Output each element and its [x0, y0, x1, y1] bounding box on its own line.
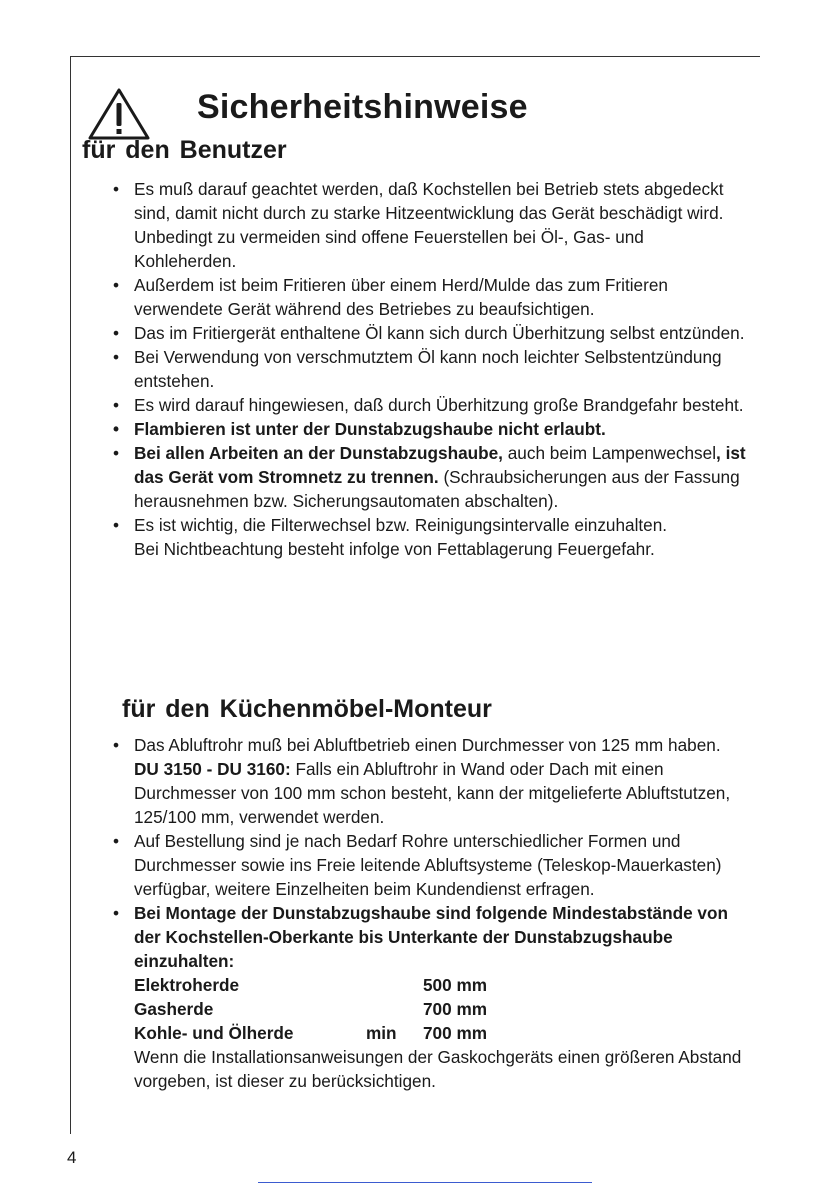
section-heading-fitter: für den Küchenmöbel-Monteur	[122, 695, 492, 723]
distance-label: Gasherde	[134, 999, 214, 1019]
distance-row	[134, 1021, 750, 1045]
distance-label: Elektroherde	[134, 975, 240, 995]
top-rule	[70, 56, 760, 57]
distance-prefix	[366, 997, 423, 1021]
warning-icon	[86, 86, 152, 142]
list-item: • Außerdem ist beim Fritieren über einem Herd/Mulde das zum Fritieren verwendete Gerät während des Betriebes zu beaufsichtigen.	[110, 273, 750, 321]
list-item: • Es wird darauf hingewiesen, daß durch Überhitzung große Brandgefahr besteht.	[110, 393, 750, 417]
duct-model-label: DU 3150 - DU 3160:	[134, 759, 291, 779]
list-item: • Es muß darauf geachtet werden, daß Kochstellen bei Betrieb stets abgedeckt sind, damit nicht durch zu starke Hitzeentwicklung das Gerät beschädigt wird. Unbedingt zu vermeiden sind offene Feuerstellen bei Öl-, Gas- und Kohleherden.	[110, 177, 750, 273]
list-item: • Bei Verwendung von verschmutztem Öl kann noch leichter Selbstentzündung entstehen.	[110, 345, 750, 393]
distances-intro: • Bei Montage der Dunstabzugshaube sind folgende Mindestabstände von der Kochstellen-Oberkante bis Unterkante der Dunstabzugshaube einzuhalten:	[134, 903, 728, 971]
distance-prefix	[366, 973, 423, 997]
list-item-duct	[110, 733, 750, 829]
distance-value: 500 mm	[423, 975, 488, 995]
list-item-filter	[110, 513, 750, 561]
distance-value: 700 mm	[423, 1023, 488, 1043]
distance-label: Kohle- und Ölherde	[134, 1023, 294, 1043]
filter-note: Bei Nichtbeachtung besteht infolge von Fettablagerung Feuergefahr.	[134, 539, 655, 559]
user-safety-list	[110, 177, 750, 561]
fitter-list	[110, 733, 750, 1093]
section-heading-user: für den Benutzer	[82, 136, 287, 164]
distance-value: 700 mm	[423, 999, 488, 1019]
distances-note: Wenn die Installationsanweisungen der Gaskochgeräts einen größeren Abstand vorgeben, ist dieser zu berücksichtigen.	[134, 1047, 742, 1091]
disconnect-bold-2: , ist das Gerät vom Stromnetz zu trennen.	[134, 443, 746, 487]
distance-row	[134, 973, 750, 997]
list-item-flambe-warning: • Flambieren ist unter der Dunstabzugshaube nicht erlaubt.	[110, 417, 750, 441]
disconnect-bold-1: Bei allen Arbeiten an der Dunstabzugshaube,	[134, 443, 503, 463]
disconnect-text-1: auch beim Lampenwechsel	[502, 443, 717, 463]
left-rule	[70, 56, 71, 1134]
filter-text: Es ist wichtig, die Filterwechsel bzw. Reinigungsintervalle einzuhalten.	[134, 515, 668, 535]
duct-text: Das Abluftrohr muß bei Abluftbetrieb einen Durchmesser von 125 mm haben.	[134, 735, 721, 755]
distance-row	[134, 997, 750, 1021]
page-title: Sicherheitshinweise	[197, 88, 528, 126]
distance-prefix: min	[366, 1023, 397, 1043]
page-number: 4	[67, 1148, 77, 1167]
disconnect-text-2: (Schraubsicherungen aus der Fassung herausnehmen bzw. Sicherungsautomaten abschalten).	[134, 467, 740, 511]
list-item-distances	[110, 901, 750, 1093]
duct-model-text: Falls ein Abluftrohr in Wand oder Dach mit einen Durchmesser von 100 mm schon besteht, kann der mitgelieferte Abluftstutzen, 125/100 mm, verwendet werden.	[134, 759, 731, 827]
list-item-order: • Auf Bestellung sind je nach Bedarf Rohre unterschiedlicher Formen und Durchmesser sowie ins Freie leitende Abluftsysteme (Teleskop-Mauerkasten) verfügbar, weitere Einzelheiten beim Kundendienst erfragen.	[110, 829, 750, 901]
list-item: • Das im Fritiergerät enthaltene Öl kann sich durch Überhitzung selbst entzünden.	[110, 321, 750, 345]
list-item-disconnect	[110, 441, 750, 513]
duct-model-note	[134, 757, 750, 829]
footer-rule	[258, 1182, 592, 1183]
